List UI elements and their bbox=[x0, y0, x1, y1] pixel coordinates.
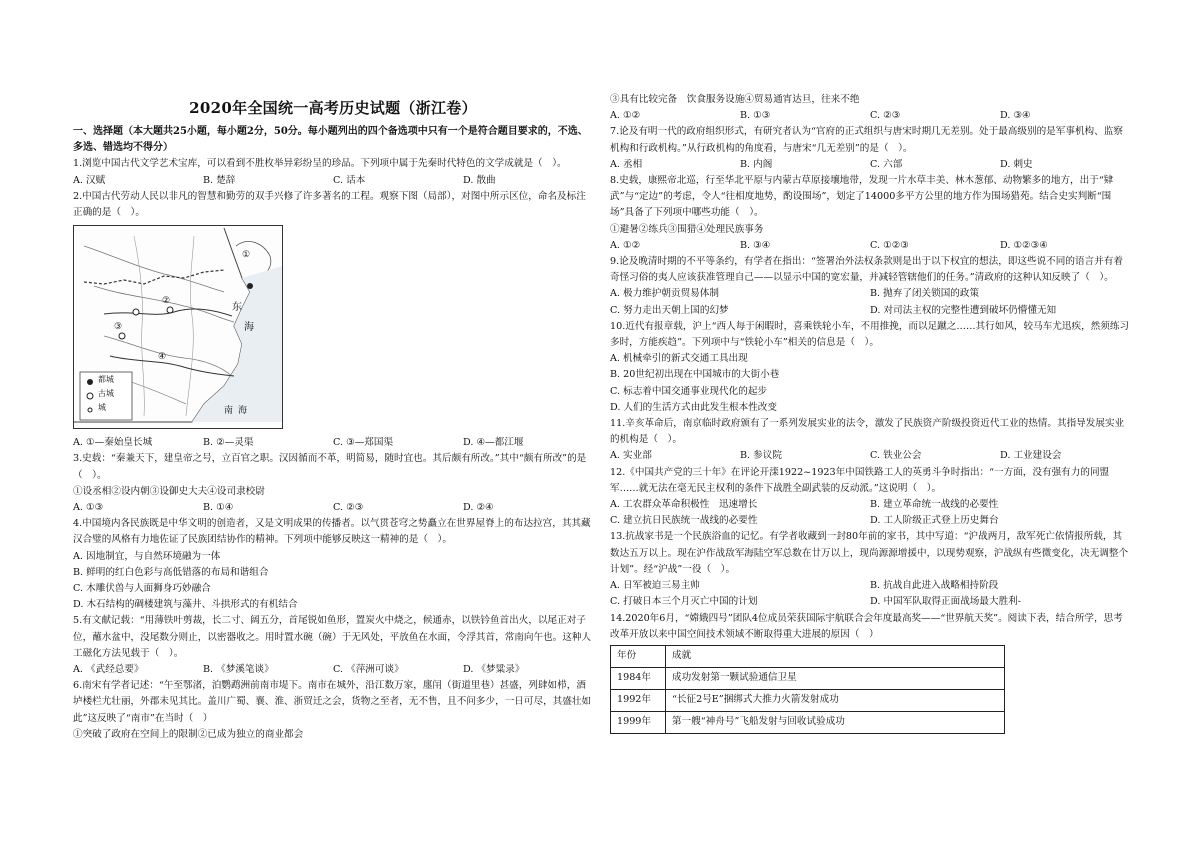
question-stem: 4.中国境内各民族既是中华文明的创造者，又是文明成果的传播者。以气贯苍穹之势矗立在世界屋脊上的布达拉宫，其其藏汉合璧的风格有力地佐证了民族团结协作的精神。下列项中能够反映这一精神的是（ ）。 bbox=[73, 518, 591, 546]
option-a[interactable]: A. ①③ bbox=[73, 502, 104, 514]
question-stem: 1.浏览中国古代文学艺术宝库，可以看到不胜枚举异彩纷呈的珍品。下列项中属于先秦时代特色的文学成就是（ ）。 bbox=[73, 158, 567, 170]
option-b[interactable]: B. 抗战自此进入战略相持阶段 bbox=[870, 580, 999, 592]
table-header-year: 年份 bbox=[611, 645, 666, 667]
achievement-table bbox=[610, 645, 1005, 734]
question-13 bbox=[610, 529, 1130, 610]
option-a[interactable]: A. 《武经总要》 bbox=[73, 664, 144, 676]
question-4 bbox=[73, 516, 593, 613]
question-12 bbox=[610, 465, 1130, 530]
question-stem: 2.中国古代劳动人民以非凡的智慧和勤劳的双手兴修了许多著名的工程。观察下图（局部），对图中所示区位，命名及标注正确的是（ ）。 bbox=[73, 190, 586, 219]
option-c[interactable]: C. 木雕伏兽与人面狮身巧妙融合 bbox=[73, 583, 211, 595]
options bbox=[610, 303, 1130, 319]
options bbox=[610, 578, 1130, 594]
option-b[interactable]: B. 20世纪初出现在中国城市的大街小巷 bbox=[610, 369, 780, 381]
option-c[interactable]: C. 铁业公会 bbox=[870, 450, 922, 462]
question-stem: 8.史载，康熙帝北巡，行至华北平原与内蒙古草原接壤地带，发现一片水草丰美、林木葱郁、动物繁多的地方，出于“肄武”与“定边”的考虑，令人“往相度地势，酌设围场”，划定了14000多平方公里的地方作为围场猎苑。结合史实判断“围场”具备了下列项中哪些功能（ ）。 bbox=[610, 175, 1114, 219]
table-cell-achievement: 第一艘“神舟号”飞船发射与回收试验成功 bbox=[666, 711, 1005, 733]
option-a[interactable]: A. 工农群众革命积极性 迅速增长 bbox=[610, 499, 758, 511]
options bbox=[73, 435, 593, 451]
question-stem: 9.论及晚清时期的不平等条约，有学者在指出：“签署治外法权条款则是出于以下权宜的想法，即这些说不同的语言并有着奇怪习俗的夷人应该获准管理自己——以显示中国的宽宏量，并减轻管辖他们的任务。”清政府的这种认知反映了（ ）。 bbox=[610, 256, 1123, 284]
question-stem: 11.辛亥革命后，南京临时政府颁有了一系列发展实业的法令，激发了民族资产阶级投资近代工业的热情。其指导发展实业的机构是（ ）。 bbox=[610, 418, 1125, 446]
question-stem: 6.南宋有学者记述：“午至鄂渚，泊鹦鹉洲前南市堤下。南市在城外，沿江数万家，廛闬（街道里巷）甚盛，列肆如栉，酒垆楼栏尤壮丽，外郡未见其比。盖川广蜀、襄、淮、浙贸迁之会，货物之至者，无不售，且不问多少，一日可尽，其盛壮如此”这反映了“南市”在当时（ ） bbox=[73, 680, 592, 724]
section-heading: 一、选择题（本大题共25小题，每小题2分，50分。每小题列出的四个备选项中只有一个是符合题目要求的，不选、多选、错选均不得分） bbox=[73, 126, 588, 154]
question-2 bbox=[73, 189, 593, 452]
question-stem: 5.有文献记载：“用薄铁叶剪裁，长二寸、阔五分，首尾锐如鱼形，置炭火中烧之，候通赤，以铁钤鱼首出火，以尾正对子位，蘸水盆中，没尾数分则止，以密器收之。用时置水碗（碗）于无风处，平放鱼在水面，令浮其首，常南向午也。这种人工磁化方法见载于（ ）。 bbox=[73, 615, 592, 659]
question-9 bbox=[610, 254, 1130, 319]
question-6-continued bbox=[610, 92, 1130, 124]
option-a[interactable]: A. ①② bbox=[610, 110, 641, 122]
table-cell-achievement: “长征2号E”捆绑式大推力火箭发射成功 bbox=[666, 689, 1005, 711]
option-c[interactable]: C. ③—郑国渠 bbox=[333, 437, 394, 449]
option-d[interactable]: D. 对司法主权的完整性遭到破坏仍懵懂无知 bbox=[870, 304, 1057, 316]
option-b[interactable]: B. ①③ bbox=[740, 110, 771, 122]
option-b[interactable]: B. 鲜明的红白色彩与高低错落的布局和谐组合 bbox=[73, 566, 269, 578]
option-c[interactable]: C. 标志着中国交通事业现代化的起步 bbox=[610, 385, 768, 397]
option-c[interactable]: C. 六部 bbox=[870, 158, 903, 170]
question-stem: 3.史载：“秦兼天下，建皇帝之号，立百官之职。汉因循而不革，明简易，随时宜也。其后颇有所改。”其中“颇有所改”的是（ ）。 bbox=[73, 453, 587, 481]
option-b[interactable]: B. ②—灵渠 bbox=[203, 437, 254, 449]
option-d[interactable]: D. 工人阶级正式登上历史舞台 bbox=[870, 515, 999, 527]
question-stem: 10.近代有报章载，沪上“西人每于闲暇时，喜乘铁轮小车，不用推挽，而以足蹴之……其行如风，较马车尤迅疾，然须练习多时，方能疾趋”。下列项中与“铁轮小车”相关的信息是（ ）。 bbox=[610, 320, 1130, 349]
option-c[interactable]: C. ②③ bbox=[333, 502, 364, 514]
option-d[interactable]: D. ①②③④ bbox=[1000, 239, 1048, 251]
option-d[interactable]: D. 木石结构的碉楼建筑与藻井、斗拱形式的有机结合 bbox=[73, 599, 298, 611]
table-cell-year: 1992年 bbox=[611, 689, 666, 711]
options bbox=[73, 662, 593, 678]
option-d[interactable]: D. 人们的生活方式由此发生根本性改变 bbox=[610, 401, 777, 413]
question-3 bbox=[73, 451, 593, 516]
options bbox=[73, 173, 593, 189]
table-header-row bbox=[611, 645, 1005, 667]
options bbox=[73, 500, 593, 516]
question-8 bbox=[610, 173, 1130, 254]
option-d[interactable]: D. 散曲 bbox=[463, 174, 496, 186]
map-legend-capital: 都城 bbox=[98, 375, 114, 385]
question-7 bbox=[610, 124, 1130, 173]
map-figure bbox=[73, 225, 283, 429]
option-c[interactable]: C. ②③ bbox=[870, 110, 901, 122]
option-a[interactable]: A. 机械牵引的新式交通工具出现 bbox=[610, 353, 748, 365]
option-d[interactable]: D. ②④ bbox=[463, 502, 494, 514]
question-11 bbox=[610, 416, 1130, 465]
option-a[interactable]: A. 因地制宜，与自然环境融为一体 bbox=[73, 550, 221, 562]
right-column bbox=[610, 92, 1130, 734]
left-column bbox=[73, 124, 593, 743]
option-b[interactable]: B. 楚辞 bbox=[203, 174, 236, 186]
table-row bbox=[611, 711, 1005, 733]
question-items: ①设丞相②设内朝③设御史大夫④设司隶校尉 bbox=[73, 485, 265, 497]
table-row bbox=[611, 689, 1005, 711]
question-5 bbox=[73, 613, 593, 678]
options bbox=[610, 157, 1130, 173]
table-cell-achievement: 成功发射第一颗试验通信卫星 bbox=[666, 667, 1005, 689]
question-stem: 12.《中国共产党的三十年》在评论开滦1922~1923年中国铁路工人的英勇斗争时指出：“一方面，没有强有力的同盟军……就无法在毫无民主权利的条件下战胜全副武装的反动派。”这说明（ ）。 bbox=[610, 466, 1110, 494]
map-marker-1: ① bbox=[242, 250, 251, 261]
options bbox=[610, 238, 1130, 254]
option-a[interactable]: A. 丞相 bbox=[610, 158, 643, 170]
table-cell-year: 1984年 bbox=[611, 667, 666, 689]
option-d[interactable]: D. 中国军队取得正面战场最大胜利- bbox=[870, 596, 1022, 608]
question-stem: 13.抗战家书是一个民族浴血的记忆。有学者收藏到一封80年前的家书，其中写道：“沪战两月，敌军死亡依情报所载，其数达五万以上。现在沪作战敌军海陆空军总数在廿万以上，现尚源源增援中，以现势观察，沪战纵有些微变化，决无调整个计划”。经“沪战”一役（ ）。 bbox=[610, 531, 1129, 575]
option-d[interactable]: D. 《梦粱录》 bbox=[463, 664, 525, 676]
question-1 bbox=[73, 156, 593, 188]
option-b[interactable]: B. ①④ bbox=[203, 502, 234, 514]
map-legend-city: 城 bbox=[98, 403, 106, 413]
option-b[interactable]: B. 参议院 bbox=[740, 450, 782, 462]
question-items: ③具有比较完备 饮食服务设施④贸易通宵达旦，往来不绝 bbox=[610, 94, 860, 105]
option-c[interactable]: C. 努力走出天朝上国的幻梦 bbox=[610, 304, 729, 316]
question-items: ①突破了政府在空间上的限制②已成为独立的商业都会 bbox=[73, 728, 304, 740]
option-d[interactable]: D. ③④ bbox=[1000, 110, 1031, 122]
table-row bbox=[611, 667, 1005, 689]
options bbox=[610, 286, 1130, 302]
question-stem: 7.论及有明一代的政府组织形式，有研究者认为“官府的正式组织与唐宋时期几无差别。处于最高级别的是军事机构、监察机构和行政机构。”从行政机构的角度看，与唐宋“几无差别”的是（ ）。 bbox=[610, 126, 1123, 154]
map-label-south: 南 bbox=[224, 406, 234, 417]
option-a[interactable]: A. 汉赋 bbox=[73, 174, 106, 186]
option-d[interactable]: D. 刺史 bbox=[1000, 158, 1033, 170]
options bbox=[610, 594, 1130, 610]
question-14 bbox=[610, 611, 1130, 734]
option-b[interactable]: B. 《梦溪笔谈》 bbox=[203, 664, 274, 676]
option-c[interactable]: C. 建立抗日民族统一战线的必要性 bbox=[610, 515, 758, 527]
question-6 bbox=[73, 678, 593, 743]
option-c[interactable]: C. 话本 bbox=[333, 174, 366, 186]
option-c[interactable]: C. 《萍洲可谈》 bbox=[333, 664, 404, 676]
options bbox=[610, 497, 1130, 513]
map-legend-ancient-city: 古城 bbox=[98, 389, 114, 399]
option-a[interactable]: A. 实业部 bbox=[610, 450, 652, 462]
options bbox=[610, 513, 1130, 529]
page-title: 2020年全国统一高考历史试题（浙江卷） bbox=[189, 99, 477, 117]
option-a[interactable]: A. ①② bbox=[610, 239, 641, 251]
question-stem: 14.2020年6月，“嫦娥四号”团队4位成员荣获国际宇航联合会年度最高奖——“世界航天奖”。阅读下表，结合所学，思考改革开放以来中国空间技术领域不断取得重大进展的原因（ ） bbox=[610, 612, 1123, 640]
map-marker-3: ③ bbox=[114, 322, 123, 333]
map-marker-2: ② bbox=[162, 296, 171, 307]
option-d[interactable]: D. ④—都江堰 bbox=[463, 437, 524, 449]
table-header-achievement: 成就 bbox=[666, 645, 1005, 667]
option-c[interactable]: C. ①②③ bbox=[870, 239, 909, 251]
map-label-sea-2: 海 bbox=[238, 406, 248, 417]
option-a[interactable]: A. 日军被迫三易主帅 bbox=[610, 580, 700, 592]
option-a[interactable]: A. ①—秦始皇长城 bbox=[73, 437, 153, 449]
map-marker-4: ④ bbox=[158, 352, 167, 363]
option-b[interactable]: B. ③④ bbox=[740, 239, 771, 251]
option-b[interactable]: B. 建立革命统一战线的必要性 bbox=[870, 499, 999, 511]
option-d[interactable]: D. 工业建设会 bbox=[1000, 450, 1062, 462]
options bbox=[610, 108, 1130, 124]
question-items: ①避暑②练兵③围猎④处理民族事务 bbox=[610, 223, 764, 235]
option-a[interactable]: A. 极力维护朝贡贸易体制 bbox=[610, 288, 719, 300]
option-b[interactable]: B. 内阁 bbox=[740, 158, 773, 170]
question-10 bbox=[610, 319, 1130, 416]
option-c[interactable]: C. 打破日本三个月灭亡中国的计划 bbox=[610, 596, 758, 608]
options bbox=[610, 448, 1130, 464]
option-b[interactable]: B. 抛弃了闭关锁国的政策 bbox=[870, 288, 980, 300]
table-cell-year: 1999年 bbox=[611, 711, 666, 733]
map-label-east: 东 bbox=[232, 302, 242, 314]
map-label-sea-1: 海 bbox=[244, 322, 254, 334]
